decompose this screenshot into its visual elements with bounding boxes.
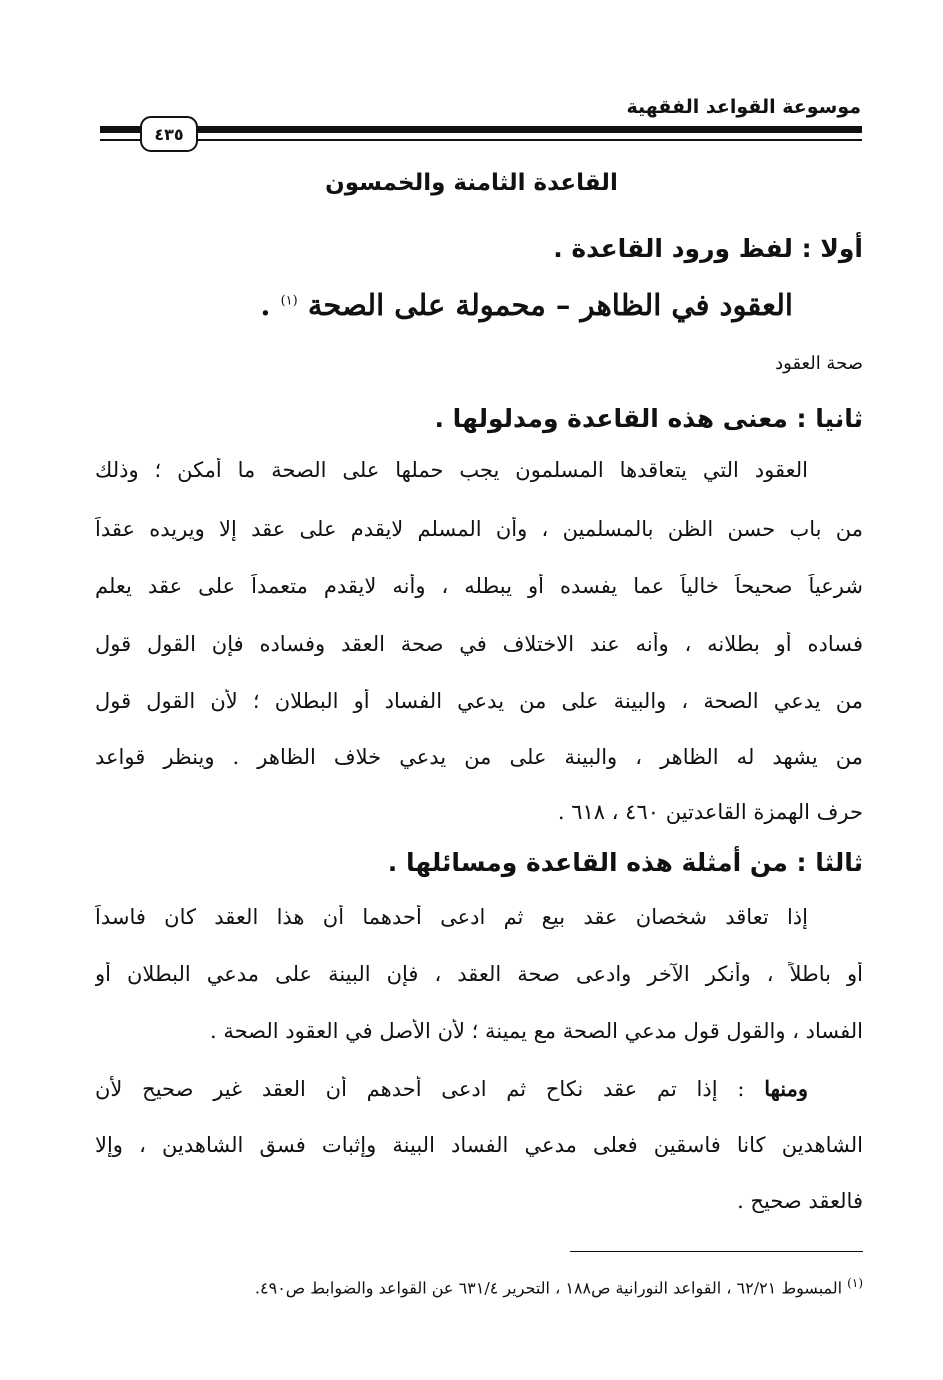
meaning-line: من يشهد له الظاهر ، والبينة على من يدعي خلاف الظاهر . وينظر قواعد bbox=[95, 745, 863, 769]
footnote-separator bbox=[570, 1251, 863, 1252]
rule-statement bbox=[260, 288, 793, 322]
meaning-line: من يدعي الصحة ، والبينة على من يدعي الفساد أو البطلان ؛ لأن القول قول bbox=[95, 689, 863, 713]
example-line: الفساد ، والقول قول مدعي الصحة مع يمينة ؛ لأن الأصل في العقود الصحة . bbox=[209, 1019, 863, 1043]
section-heading-meaning: ثانيا : معنى هذه القاعدة ومدلولها . bbox=[434, 404, 863, 433]
example-line: إذا تعاقد شخصان عقد بيع ثم ادعى أحدهما أن هذا العقد كان فاسداً bbox=[95, 905, 808, 929]
footnote-text: المبسوط ٦٢/٢١ ، القواعد النورانية ص١٨٨ ، التحرير ٦٣١/٤ عن القواعد والضوابط ص٤٩٠. bbox=[254, 1278, 848, 1298]
header-rule-thick bbox=[100, 126, 862, 133]
rule-statement-text: العقود في الظاهر – محمولة على الصحة bbox=[307, 288, 793, 322]
page-number-badge bbox=[140, 116, 198, 152]
footnote bbox=[255, 1276, 863, 1297]
example-line: أو باطلاً ، وأنكر الآخر وادعى صحة العقد ، فإن البينة على مدعي البطلان أو bbox=[95, 962, 863, 986]
meaning-line: حرف الهمزة القاعدتين ٤٦٠ ، ٦١٨ . bbox=[557, 800, 863, 824]
header-rule-thin bbox=[100, 139, 862, 141]
running-title: موسوعة القواعد الفقهية bbox=[626, 96, 861, 118]
example-line bbox=[95, 1076, 863, 1101]
meaning-line: من باب حسن الظن بالمسلمين ، وأن المسلم لايقدم على عقد إلا ويريده عقداً bbox=[95, 517, 863, 541]
example-lead-word: ومنها bbox=[764, 1076, 808, 1101]
meaning-line: العقود التي يتعاقدها المسلمون يجب حملها على الصحة ما أمكن ؛ وذلك bbox=[95, 458, 808, 482]
example-line-text: : إذا تم عقد نكاح ثم ادعى أحدهم أن العقد غير صحيح لأن bbox=[95, 1077, 765, 1101]
section-heading-examples: ثالثا : من أمثلة هذه القاعدة ومسائلها . bbox=[387, 848, 863, 877]
keyword-label: صحة العقود bbox=[775, 353, 863, 374]
section-heading-wording: أولا : لفظ ورود القاعدة . bbox=[553, 234, 863, 263]
rule-heading: القاعدة الثامنة والخمسون bbox=[325, 170, 618, 196]
rule-statement-end: . bbox=[260, 288, 271, 322]
meaning-line: شرعياً صحيحاً خالياً عما يفسده أو يبطله ، وأنه لايقدم متعمداً على عقد يعلم bbox=[95, 574, 863, 598]
example-line: الشاهدين كانا فاسقين فعلى مدعي الفساد البينة وإثبات فسق الشاهدين ، وإلا bbox=[95, 1133, 863, 1157]
meaning-line: فساده أو بطلانه ، وأنه عند الاختلاف في صحة العقد وفساده فإن القول قول bbox=[95, 632, 863, 656]
page-number: ٤٣٥ bbox=[154, 124, 184, 144]
example-line: فالعقد صحيح . bbox=[737, 1189, 863, 1213]
footnote-reference: (١) bbox=[280, 293, 298, 309]
footnote-number: (١) bbox=[847, 1276, 863, 1290]
